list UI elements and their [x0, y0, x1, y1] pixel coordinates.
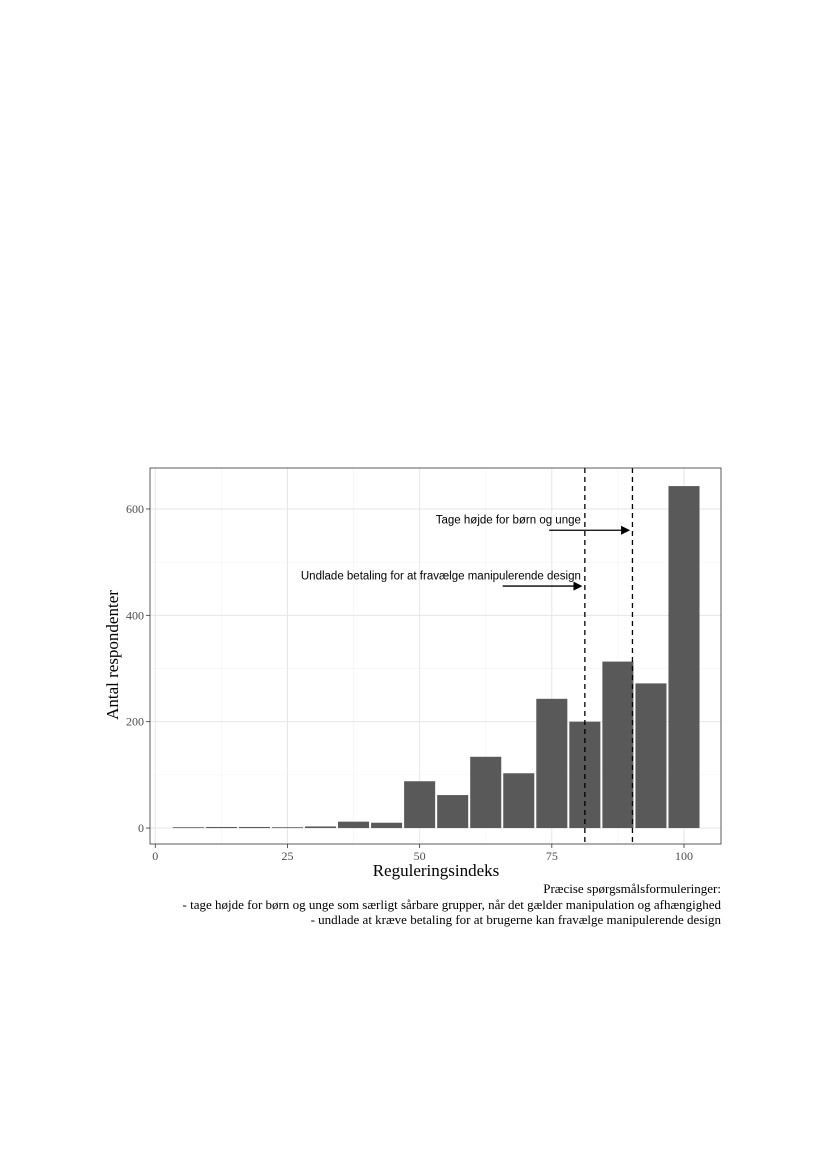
bar	[371, 823, 402, 828]
bar	[404, 781, 435, 828]
annotation-arrow-head	[573, 582, 582, 591]
bar	[602, 662, 633, 828]
bar	[206, 827, 237, 828]
y-tick-label: 400	[126, 608, 144, 623]
x-tick-label: 75	[545, 849, 558, 863]
x-tick-label: 100	[674, 849, 693, 863]
y-tick-label: 600	[126, 501, 144, 516]
bar	[338, 822, 369, 828]
y-tick-label: 0	[138, 821, 144, 836]
question-caption	[183, 881, 721, 928]
bar	[470, 757, 501, 828]
bar	[536, 699, 567, 828]
annotation-label: Tage højde for børn og unge	[435, 514, 581, 527]
y-axis-label: Antal respondenter	[103, 590, 122, 720]
annotations	[301, 515, 630, 591]
bars	[173, 486, 700, 828]
caption-line-1: - tage højde for børn og unge som særligt sårbare grupper, når det gælder manipulation og afhængighed	[182, 896, 721, 912]
bar	[668, 486, 699, 828]
bar	[503, 773, 534, 828]
bar	[305, 826, 336, 828]
x-tick-label: 25	[281, 849, 294, 863]
y-axis-ticks	[126, 502, 150, 835]
bar	[635, 683, 666, 828]
annotation-label: Undlade betaling for at fravælge manipulerende design	[300, 570, 581, 583]
caption-heading: Præcise spørgsmålsformuleringer:	[543, 881, 721, 896]
bar	[239, 827, 270, 828]
y-tick-label: 200	[126, 714, 144, 729]
bar	[173, 827, 204, 828]
annotation-arrow-head	[621, 526, 630, 535]
bar	[437, 795, 468, 828]
x-tick-label: 0	[152, 849, 159, 863]
x-axis-label: Reguleringsindeks	[372, 861, 500, 880]
x-tick-label: 50	[413, 849, 426, 863]
caption-line-2: - undlade at kræve betaling for at brugerne kan fravælge manipulerende design	[310, 912, 721, 927]
bar	[272, 827, 303, 828]
